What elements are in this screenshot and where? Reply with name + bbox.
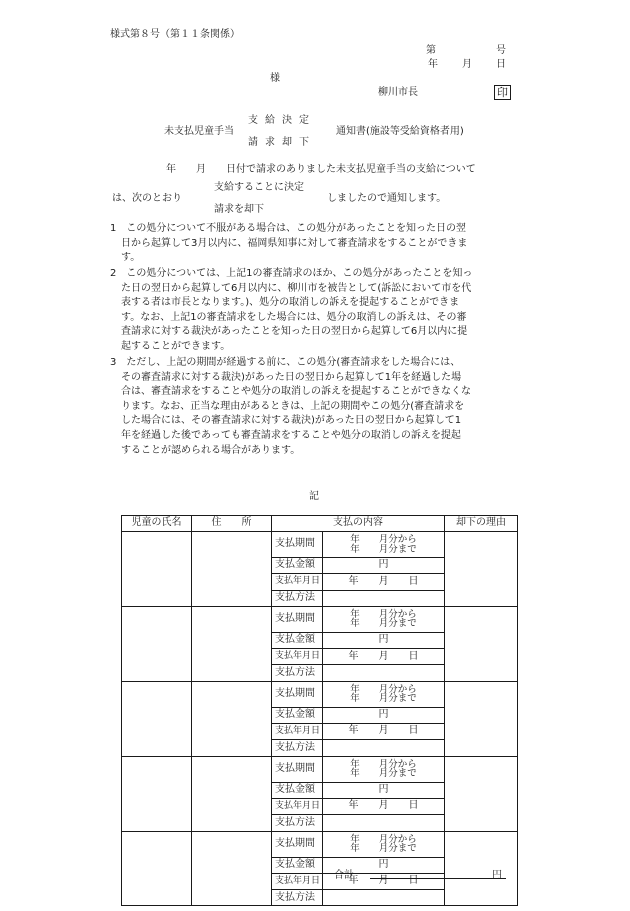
row-label-period: 支払期間 (272, 831, 323, 857)
row-label-method: 支払方法 (272, 740, 323, 756)
header-rejection-reason: 却下の理由 (445, 516, 518, 532)
period-from: 年 月分から (350, 608, 417, 620)
item-3-line: することが認められる場合があります。 (121, 444, 301, 456)
value-cell-amount[interactable]: 円 (323, 558, 445, 574)
row-label-date: 支払年月日 (272, 649, 323, 665)
doc-number-prefix: 第 (426, 45, 436, 56)
rejection-reason-cell[interactable] (445, 532, 518, 607)
period-from: 年 月分から (350, 758, 417, 770)
child-name-cell[interactable] (122, 756, 192, 831)
row-label-amount: 支払金額 (272, 558, 323, 574)
row-label-method: 支払方法 (272, 665, 323, 681)
period-from: 年 月分から (350, 683, 417, 695)
row-label-date: 支払年月日 (272, 724, 323, 740)
value-cell-method[interactable] (323, 590, 445, 606)
value-cell-period[interactable] (323, 532, 445, 558)
value-cell-date[interactable]: 年 月 日 (323, 574, 445, 590)
table-row (122, 831, 518, 857)
intro-line2-prefix: は、次のとおり (112, 193, 182, 204)
row-label-period: 支払期間 (272, 756, 323, 782)
title-option-upper: 支給決定 (248, 115, 316, 126)
item-3 (110, 356, 471, 458)
item-3-line: した場合には、その審査請求に対する裁決)があった日の翌日から起算して1 (121, 415, 462, 427)
address-cell[interactable] (192, 532, 272, 607)
value-cell-period[interactable] (323, 606, 445, 632)
value-cell-amount[interactable]: 円 (323, 707, 445, 723)
address-cell[interactable] (192, 831, 272, 906)
header-address: 住 所 (192, 516, 272, 532)
item-1-line: 日から起算して3月以内に、福岡県知事に対して審査請求をすることができま (121, 237, 468, 249)
period-from: 年 月分から (350, 534, 417, 545)
seal-mark: 印 (494, 85, 511, 100)
rejection-reason-cell[interactable] (445, 831, 518, 906)
period-to: 年 月分まで (350, 543, 417, 555)
address-cell[interactable] (192, 681, 272, 756)
child-name-cell[interactable] (122, 532, 192, 607)
row-label-date: 支払年月日 (272, 574, 323, 590)
item-1 (110, 222, 467, 266)
row-label-amount: 支払金額 (272, 857, 323, 873)
period-from: 年 月分から (350, 833, 417, 845)
value-cell-amount[interactable]: 円 (323, 857, 445, 873)
child-name-cell[interactable] (122, 831, 192, 906)
value-cell-date[interactable]: 年 月 日 (323, 798, 445, 814)
value-cell-method[interactable] (323, 665, 445, 681)
item-1-line: 1 この処分について不服がある場合は、この処分があったことを知った日の翌 (110, 223, 467, 234)
period-to: 年 月分まで (350, 768, 417, 780)
intro-line2-suffix: しましたので通知します。 (327, 193, 447, 204)
period-to: 年 月分まで (350, 843, 417, 855)
header-child-name: 児童の氏名 (122, 516, 192, 532)
table-row (122, 681, 518, 707)
date-month: 月 (462, 59, 472, 70)
value-cell-method[interactable] (323, 815, 445, 831)
period-to: 年 月分まで (350, 693, 417, 705)
row-label-amount: 支払金額 (272, 632, 323, 648)
row-label-period: 支払期間 (272, 532, 323, 558)
rejection-reason-cell[interactable] (445, 756, 518, 831)
item-3-line: 合は、審査請求をすることや処分の取消しの訴えを提起することができなくな (121, 386, 471, 398)
value-cell-method[interactable] (323, 890, 445, 906)
value-cell-method[interactable] (323, 740, 445, 756)
doc-number-suffix: 号 (496, 45, 506, 56)
item-3-line: その審査請求に対する裁決)があった日の翌日から起算して1年を経過した場 (121, 371, 462, 383)
rejection-reason-cell[interactable] (445, 606, 518, 681)
form-number: 様式第８号（第１１条関係） (110, 29, 240, 40)
address-cell[interactable] (192, 756, 272, 831)
value-cell-amount[interactable]: 円 (323, 782, 445, 798)
date-year: 年 (428, 59, 438, 70)
sender: 柳川市長 (378, 87, 418, 98)
value-cell-period[interactable] (323, 681, 445, 707)
row-label-amount: 支払金額 (272, 782, 323, 798)
table-row (122, 756, 518, 782)
item-2-line: た日の翌日から起算して6月以内に、柳川市を被告として(訴訟において市を代 (121, 282, 472, 294)
item-3-line: ります。なお、正当な理由があるときは、上記の期間やこの処分(審査請求を (121, 400, 465, 412)
title-left: 未支払児童手当 (164, 126, 234, 137)
item-3-line: 3 ただし、上記の期間が経過する前に、この処分(審査請求をした場合には、 (110, 357, 461, 368)
value-cell-date[interactable]: 年 月 日 (323, 724, 445, 740)
address-cell[interactable] (192, 606, 272, 681)
title-right: 通知書(施設等受給資格者用) (336, 126, 464, 137)
value-cell-date[interactable]: 年 月 日 (323, 873, 445, 889)
intro-option-lower: 請求を却下 (214, 204, 264, 215)
payment-table (121, 515, 518, 906)
item-2-line: す。なお、上記1の審査請求をした場合には、処分の取消しの訴えは、その審 (121, 311, 467, 323)
title-option-lower: 請求却下 (248, 137, 316, 148)
rejection-reason-cell[interactable] (445, 681, 518, 756)
child-name-cell[interactable] (122, 606, 192, 681)
item-2-line: 2 この処分については、上記1の審査請求のほか、この処分があったことを知っ (110, 268, 473, 279)
item-3-line: 年を経過した後であっても審査請求をすることや処分の取消しの訴えを提起 (121, 429, 461, 441)
table-row (122, 532, 518, 558)
table-header-row (122, 516, 518, 532)
item-2-line: 査請求に対する裁決があったことを知った日の翌日から起算して6月以内に提 (121, 326, 468, 338)
total-unit: 円 (492, 870, 502, 881)
row-label-date: 支払年月日 (272, 873, 323, 889)
item-1-line: す。 (121, 252, 141, 264)
row-label-method: 支払方法 (272, 590, 323, 606)
intro-line1: 年 月 日付で請求のありました未支払児童手当の支給について (166, 164, 476, 175)
row-label-method: 支払方法 (272, 815, 323, 831)
period-to: 年 月分まで (350, 618, 417, 630)
addressee-honorific: 様 (270, 73, 280, 84)
header-payment-content: 支払の内容 (272, 516, 445, 532)
value-cell-period[interactable] (323, 756, 445, 782)
table-row (122, 606, 518, 632)
value-cell-amount[interactable]: 円 (323, 632, 445, 648)
date-day: 日 (496, 59, 506, 70)
child-name-cell[interactable] (122, 681, 192, 756)
row-label-method: 支払方法 (272, 890, 323, 906)
value-cell-date[interactable]: 年 月 日 (323, 649, 445, 665)
value-cell-period[interactable] (323, 831, 445, 857)
row-label-period: 支払期間 (272, 681, 323, 707)
row-label-amount: 支払金額 (272, 707, 323, 723)
row-label-period: 支払期間 (272, 606, 323, 632)
ki-heading: 記 (309, 491, 319, 502)
intro-option-upper: 支給することに決定 (214, 182, 304, 193)
item-2 (110, 267, 472, 355)
total-field[interactable] (370, 878, 506, 879)
item-2-line: 表する者は市長となります。)、処分の取消しの訴えを提起することができま (121, 297, 460, 309)
total-label: 合計 (334, 870, 354, 881)
item-2-line: 起することができます。 (121, 340, 231, 352)
row-label-date: 支払年月日 (272, 798, 323, 814)
